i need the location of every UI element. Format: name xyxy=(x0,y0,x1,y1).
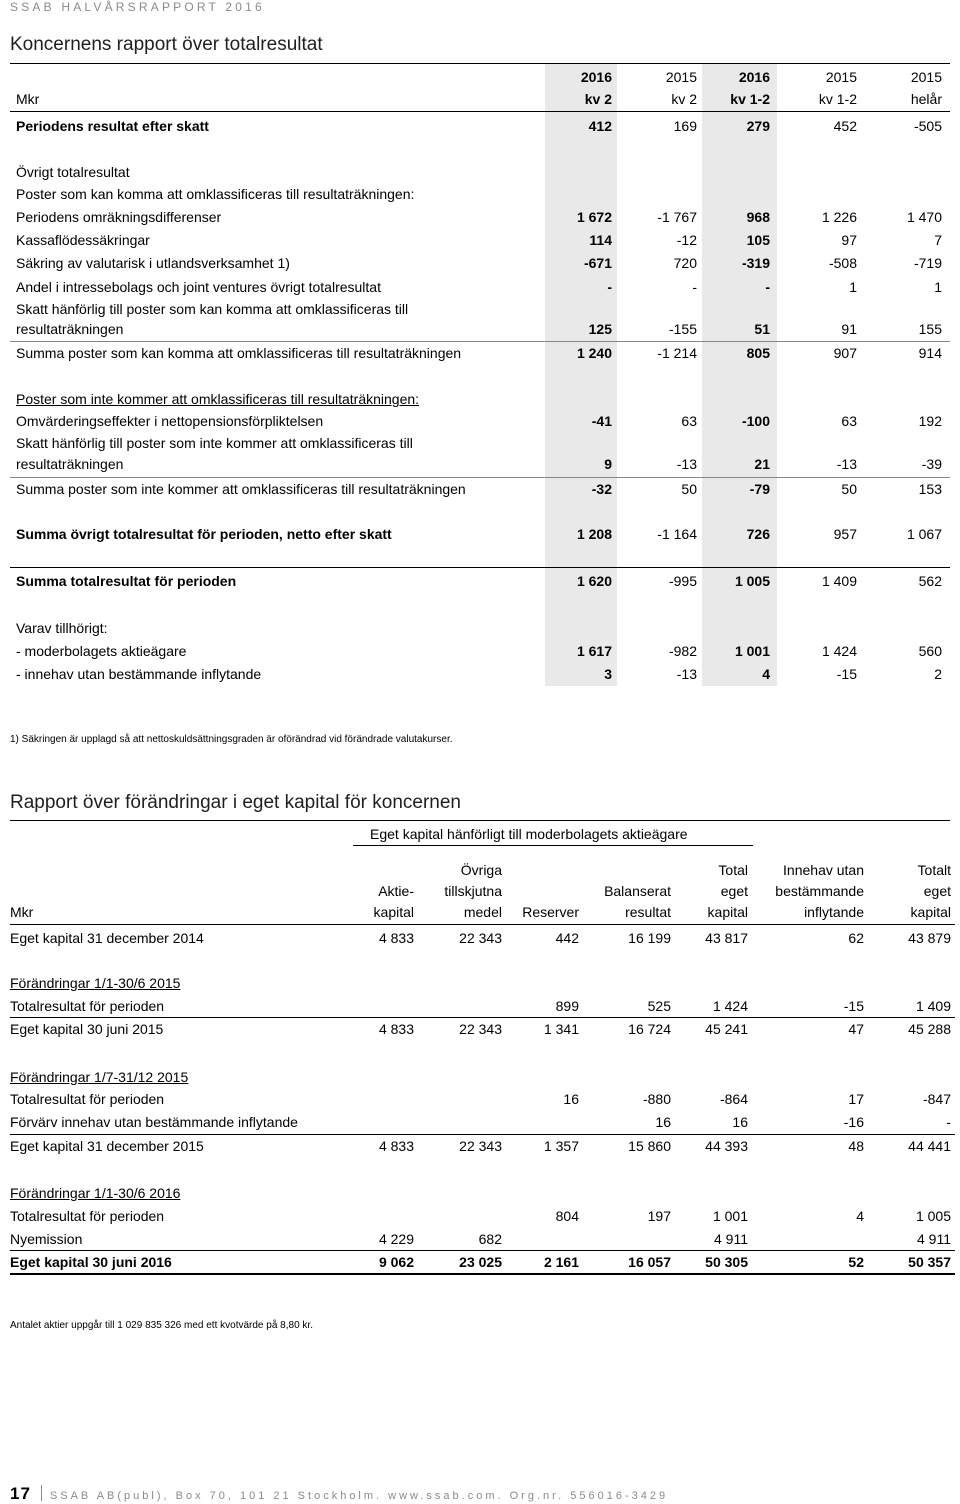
report1-cell: 2 xyxy=(934,666,942,682)
report2-row xyxy=(10,1229,955,1251)
report1-unit-label: Mkr xyxy=(16,91,40,107)
report2-col-header: kapital xyxy=(707,904,748,920)
report1-cell: 155 xyxy=(918,321,942,337)
report2-cell: 2 161 xyxy=(543,1254,579,1270)
report2-cell: 44 441 xyxy=(908,1138,951,1154)
report1-col-period: kv 2 xyxy=(671,91,697,107)
report2-row xyxy=(10,1067,955,1089)
report2-cell: 1 357 xyxy=(543,1138,579,1154)
report1-cell: 7 xyxy=(934,232,942,248)
report2-col-header: eget xyxy=(923,883,951,899)
report1-cell: -79 xyxy=(749,481,770,497)
report1-row xyxy=(10,230,950,252)
report1-row xyxy=(10,433,950,455)
report1-cell: 805 xyxy=(746,345,770,361)
report2-row xyxy=(10,973,955,995)
report1-cell: 452 xyxy=(833,118,857,134)
report1-cell: 560 xyxy=(918,643,942,659)
report2-cell: -880 xyxy=(642,1091,671,1107)
report2-cell: 50 305 xyxy=(705,1254,748,1270)
report1-col-period: helår xyxy=(910,91,942,107)
report2-note: Antalet aktier uppgår till 1 029 835 326 med ett kvotvärde på 8,80 kr. xyxy=(10,1320,313,1331)
report1-row xyxy=(10,184,950,206)
report1-cell: 50 xyxy=(681,481,697,497)
report1-row xyxy=(10,479,950,501)
report2-cell: 45 241 xyxy=(705,1021,748,1037)
report1-row xyxy=(10,571,950,593)
report2-row xyxy=(10,1183,955,1205)
report2-cell: 1 005 xyxy=(915,1208,951,1224)
report2-row-label: Eget kapital 30 juni 2016 xyxy=(10,1254,172,1270)
footer-company-line: SSAB AB(publ), Box 70, 101 21 Stockholm. www.ssab.com. Org.nr. 556016-3429 xyxy=(49,1490,669,1502)
report2-row-label: Förvärv innehav utan bestämmande inflytande xyxy=(10,1114,298,1130)
report1-cell: 1 067 xyxy=(906,526,942,542)
report1-col-year: 2015 xyxy=(825,69,857,85)
report1-cell: -1 767 xyxy=(657,209,697,225)
report1-cell: 21 xyxy=(754,456,770,472)
page-number: 17 xyxy=(10,1484,31,1503)
report1-cell: -13 xyxy=(676,456,697,472)
report2-col-header: tillskjutna xyxy=(444,883,502,899)
report2-cell: 22 343 xyxy=(459,1021,502,1037)
report2-cell: 16 199 xyxy=(628,930,671,946)
report2-cell: 52 xyxy=(848,1254,864,1270)
report1-row-rule xyxy=(10,567,950,568)
report2-cell: 442 xyxy=(555,930,579,946)
report2-cell: 16 xyxy=(732,1114,748,1130)
report2-cell: 4 xyxy=(856,1208,864,1224)
report1-cell: -505 xyxy=(913,118,942,134)
report2-cell: 682 xyxy=(478,1231,502,1247)
report2-cell: 4 833 xyxy=(378,930,414,946)
report2-cell: -847 xyxy=(922,1091,951,1107)
report1-cell: 50 xyxy=(841,481,857,497)
report2-cell: -864 xyxy=(719,1091,748,1107)
report2-row xyxy=(10,1019,955,1041)
report1-title-rule xyxy=(10,63,950,64)
report1-row-label: Omvärderingseffekter i nettopensionsförpliktelsen xyxy=(16,413,324,429)
report1-row-label: Skatt hänförlig till poster som inte kommer att omklassificeras till xyxy=(16,435,413,451)
report1-cell: 91 xyxy=(841,321,857,337)
report2-col-header: Aktie- xyxy=(378,883,414,899)
report1-col-year: 2015 xyxy=(910,69,942,85)
report2-cell: 4 833 xyxy=(378,1138,414,1154)
report2-cell: -15 xyxy=(843,998,864,1014)
report1-cell: -13 xyxy=(836,456,857,472)
report1-cell: -319 xyxy=(741,255,770,271)
report1-cell: 1 208 xyxy=(576,526,612,542)
report1-cell: 1 409 xyxy=(821,573,857,589)
report1-cell: 1 620 xyxy=(576,573,612,589)
report2-row xyxy=(10,1252,955,1274)
report1-row-label: - innehav utan bestämmande inflytande xyxy=(16,666,262,682)
report1-cell: - xyxy=(607,279,612,295)
report2-cell: 22 343 xyxy=(459,930,502,946)
report2-col-header: Innehav utan xyxy=(783,862,864,878)
report2-group-rule xyxy=(353,845,753,846)
report2-row xyxy=(10,1112,955,1134)
report2-col-header: Total xyxy=(718,862,748,878)
report1-cell: 9 xyxy=(604,456,612,472)
report2-col-header: inflytande xyxy=(804,904,864,920)
report1-cell: 562 xyxy=(918,573,942,589)
page-footer xyxy=(10,1484,668,1504)
report1-row-label: resultaträkningen xyxy=(16,456,124,472)
report2-row-label: Förändringar 1/1-30/6 2015 xyxy=(10,975,181,991)
report1-cell: 720 xyxy=(673,255,697,271)
report1-col-year: 2016 xyxy=(738,69,770,85)
report2-cell: 22 343 xyxy=(459,1138,502,1154)
report1-cell: 1 240 xyxy=(576,345,612,361)
report1-title: Koncernens rapport över totalresultat xyxy=(10,34,323,55)
report1-cell: 1 470 xyxy=(906,209,942,225)
report1-header-years xyxy=(10,67,950,89)
report2-cell: 4 911 xyxy=(714,1231,748,1247)
report1-row xyxy=(10,641,950,663)
report1-row xyxy=(10,162,950,184)
report2-cell: 43 879 xyxy=(908,930,951,946)
report2-col-header: Övriga xyxy=(460,862,502,878)
report1-cell: - xyxy=(692,279,697,295)
report1-row xyxy=(10,454,950,476)
report2-cell: 23 025 xyxy=(459,1254,502,1270)
report1-row-label: Summa poster som inte kommer att omklassificeras till resultaträkningen xyxy=(16,481,466,497)
report1-cell: -13 xyxy=(676,666,697,682)
report1-cell: 125 xyxy=(588,321,612,337)
report2-cell: -16 xyxy=(843,1114,864,1130)
report1-cell: -155 xyxy=(668,321,697,337)
report2-group-header: Eget kapital hänförligt till moderbolagets aktieägare xyxy=(370,826,688,842)
report1-col-period: kv 2 xyxy=(584,91,612,107)
report1-col-year: 2016 xyxy=(580,69,612,85)
report2-col-header: Balanserat xyxy=(604,883,671,899)
report2-cell: 4 229 xyxy=(378,1231,414,1247)
report2-cell: - xyxy=(946,1114,951,1130)
report2-cell: 4 833 xyxy=(378,1021,414,1037)
report2-row-label: Totalresultat för perioden xyxy=(10,1208,165,1224)
report1-row xyxy=(10,319,950,341)
report1-cell: -15 xyxy=(836,666,857,682)
report1-cell: 412 xyxy=(588,118,612,134)
report2-cell: 1 424 xyxy=(712,998,748,1014)
report1-row-label: Skatt hänförlig till poster som kan komma att omklassificeras till xyxy=(16,301,409,317)
report1-cell: 1 xyxy=(849,279,857,295)
report2-row xyxy=(10,1206,955,1228)
report2-cell: 15 860 xyxy=(628,1138,671,1154)
report2-row-label: Förändringar 1/1-30/6 2016 xyxy=(10,1185,181,1201)
report1-row-rule xyxy=(10,477,950,478)
report2-cell: 16 057 xyxy=(628,1254,671,1270)
report1-row xyxy=(10,116,950,138)
report2-col-header: Totalt xyxy=(917,862,951,878)
report1-row-label: Periodens resultat efter skatt xyxy=(16,118,209,134)
report2-row xyxy=(10,1089,955,1111)
report1-header-periods xyxy=(10,89,950,111)
report2-col-header: Reserver xyxy=(522,904,579,920)
report1-row xyxy=(10,253,950,275)
report2-col-header: kapital xyxy=(373,904,414,920)
report1-cell: 1 xyxy=(934,279,942,295)
report2-unit-label: Mkr xyxy=(10,904,34,920)
report1-cell: 1 424 xyxy=(821,643,857,659)
report2-cell: 1 409 xyxy=(915,998,951,1014)
report1-cell: -1 164 xyxy=(657,526,697,542)
report2-row-label: Totalresultat för perioden xyxy=(10,998,165,1014)
report2-col-header: medel xyxy=(463,904,502,920)
report1-cell: 97 xyxy=(841,232,857,248)
report2-col-header: kapital xyxy=(910,904,951,920)
report1-cell: -39 xyxy=(921,456,942,472)
report2-row-label: Totalresultat för perioden xyxy=(10,1091,165,1107)
report1-cell: 153 xyxy=(918,481,942,497)
report1-cell: 105 xyxy=(746,232,770,248)
report1-row-rule xyxy=(10,341,950,342)
report1-cell: 279 xyxy=(746,118,770,134)
report1-cell: 957 xyxy=(833,526,857,542)
report1-row-label: Periodens omräkningsdifferenser xyxy=(16,209,222,225)
report2-row xyxy=(10,996,955,1018)
report1-row xyxy=(10,277,950,299)
report2-cell: 45 288 xyxy=(908,1021,951,1037)
report1-footnote: 1) Säkringen är upplagd så att nettoskuldsättningsgraden är oförändrad vid förändrade valutakurser. xyxy=(10,734,453,745)
report2-cell: 197 xyxy=(647,1208,671,1224)
report1-cell: 1 226 xyxy=(821,209,857,225)
report1-col-period: kv 1-2 xyxy=(818,91,857,107)
report2-row-label: Förändringar 1/7-31/12 2015 xyxy=(10,1069,189,1085)
report1-row xyxy=(10,343,950,365)
report1-col-year: 2015 xyxy=(665,69,697,85)
report1-row-label: Kassaflödessäkringar xyxy=(16,232,150,248)
report2-header-rule xyxy=(10,924,955,925)
running-header: SSAB HALVÅRSRAPPORT 2016 xyxy=(10,0,265,14)
report2-cell: 16 xyxy=(655,1114,671,1130)
report1-row-label: Summa poster som kan komma att omklassificeras till resultaträkningen xyxy=(16,345,462,361)
report2-row-label: Eget kapital 31 december 2014 xyxy=(10,930,204,946)
report2-col-header: resultat xyxy=(625,904,671,920)
report2-row-label: Eget kapital 31 december 2015 xyxy=(10,1138,204,1154)
report1-cell: - xyxy=(765,279,770,295)
report2-cell: 899 xyxy=(555,998,579,1014)
report1-cell: 169 xyxy=(673,118,697,134)
report2-row xyxy=(10,928,955,950)
report1-cell: -41 xyxy=(591,413,612,429)
report1-cell: -32 xyxy=(591,481,612,497)
report1-row-label: Varav tillhörigt: xyxy=(16,620,108,636)
report1-cell: 1 001 xyxy=(734,643,770,659)
report2-cell: 48 xyxy=(848,1138,864,1154)
report1-cell: 1 617 xyxy=(576,643,612,659)
report2-cell: 16 724 xyxy=(628,1021,671,1037)
report2-row-label: Eget kapital 30 juni 2015 xyxy=(10,1021,164,1037)
report2-cell: 50 357 xyxy=(908,1254,951,1270)
footer-divider xyxy=(41,1485,42,1501)
report1-row xyxy=(10,524,950,546)
report1-col-period: kv 1-2 xyxy=(730,91,770,107)
report2-cell: 525 xyxy=(647,998,671,1014)
report1-row xyxy=(10,299,950,321)
report1-cell: -100 xyxy=(741,413,770,429)
report2-row-rule xyxy=(10,1250,955,1251)
report1-row-label: Andel i intressebolags och joint ventures övrigt totalresultat xyxy=(16,279,381,295)
report1-cell: 1 672 xyxy=(576,209,612,225)
report1-header-rule xyxy=(10,111,950,112)
report1-cell: -719 xyxy=(913,255,942,271)
report1-row-label: Poster som kan komma att omklassificeras till resultaträkningen: xyxy=(16,186,415,202)
report2-cell: 1 341 xyxy=(543,1021,579,1037)
report1-row-label: Poster som inte kommer att omklassificeras till resultaträkningen: xyxy=(16,391,420,407)
report2-row-rule xyxy=(10,1134,955,1135)
report2-end-rule xyxy=(10,1273,955,1275)
report2-cell: 1 001 xyxy=(712,1208,748,1224)
report1-cell: 4 xyxy=(762,666,770,682)
report1-cell: 63 xyxy=(681,413,697,429)
report1-row-label: - moderbolagets aktieägare xyxy=(16,643,187,659)
report2-cell: 43 817 xyxy=(705,930,748,946)
report2-cell: 44 393 xyxy=(705,1138,748,1154)
report2-col-header: bestämmande xyxy=(775,883,864,899)
report1-cell: 914 xyxy=(918,345,942,361)
report2-row-label: Nyemission xyxy=(10,1231,83,1247)
report2-row xyxy=(10,1136,955,1158)
report1-row xyxy=(10,411,950,433)
report1-cell: -12 xyxy=(676,232,697,248)
report1-row-label: Säkring av valutarisk i utlandsverksamhet 1) xyxy=(16,255,290,271)
report1-cell: -1 214 xyxy=(657,345,697,361)
report2-cell: 804 xyxy=(555,1208,579,1224)
report1-cell: 192 xyxy=(918,413,942,429)
report1-row-label: Summa övrigt totalresultat för perioden, netto efter skatt xyxy=(16,526,392,542)
report1-cell: -508 xyxy=(828,255,857,271)
report1-cell: 726 xyxy=(746,526,770,542)
report2-title: Rapport över förändringar i eget kapital för koncernen xyxy=(10,792,461,813)
report2-cell: 47 xyxy=(848,1021,864,1037)
report1-cell: -995 xyxy=(668,573,697,589)
report1-row-label: Summa totalresultat för perioden xyxy=(16,573,237,589)
report2-row-rule xyxy=(10,1017,955,1018)
report1-row xyxy=(10,618,950,640)
report1-cell: 63 xyxy=(841,413,857,429)
report2-title-rule xyxy=(10,820,950,821)
report2-cell: 9 062 xyxy=(378,1254,414,1270)
report2-cell: 17 xyxy=(848,1091,864,1107)
report1-cell: 51 xyxy=(754,321,770,337)
report1-row xyxy=(10,664,950,686)
report1-row-label: Övrigt totalresultat xyxy=(16,164,130,180)
report2-cell: 16 xyxy=(563,1091,579,1107)
report1-cell: -671 xyxy=(583,255,612,271)
report1-cell: 968 xyxy=(746,209,770,225)
report2-col-header: eget xyxy=(720,883,748,899)
report1-row xyxy=(10,389,950,411)
report2-cell: 4 911 xyxy=(917,1231,951,1247)
report1-cell: 907 xyxy=(833,345,857,361)
report2-cell: 62 xyxy=(848,930,864,946)
report1-cell: 114 xyxy=(589,232,612,248)
report1-row-label: resultaträkningen xyxy=(16,321,124,337)
report1-cell: 1 005 xyxy=(734,573,770,589)
report1-row xyxy=(10,207,950,229)
report1-cell: 3 xyxy=(604,666,612,682)
report1-cell: -982 xyxy=(668,643,697,659)
